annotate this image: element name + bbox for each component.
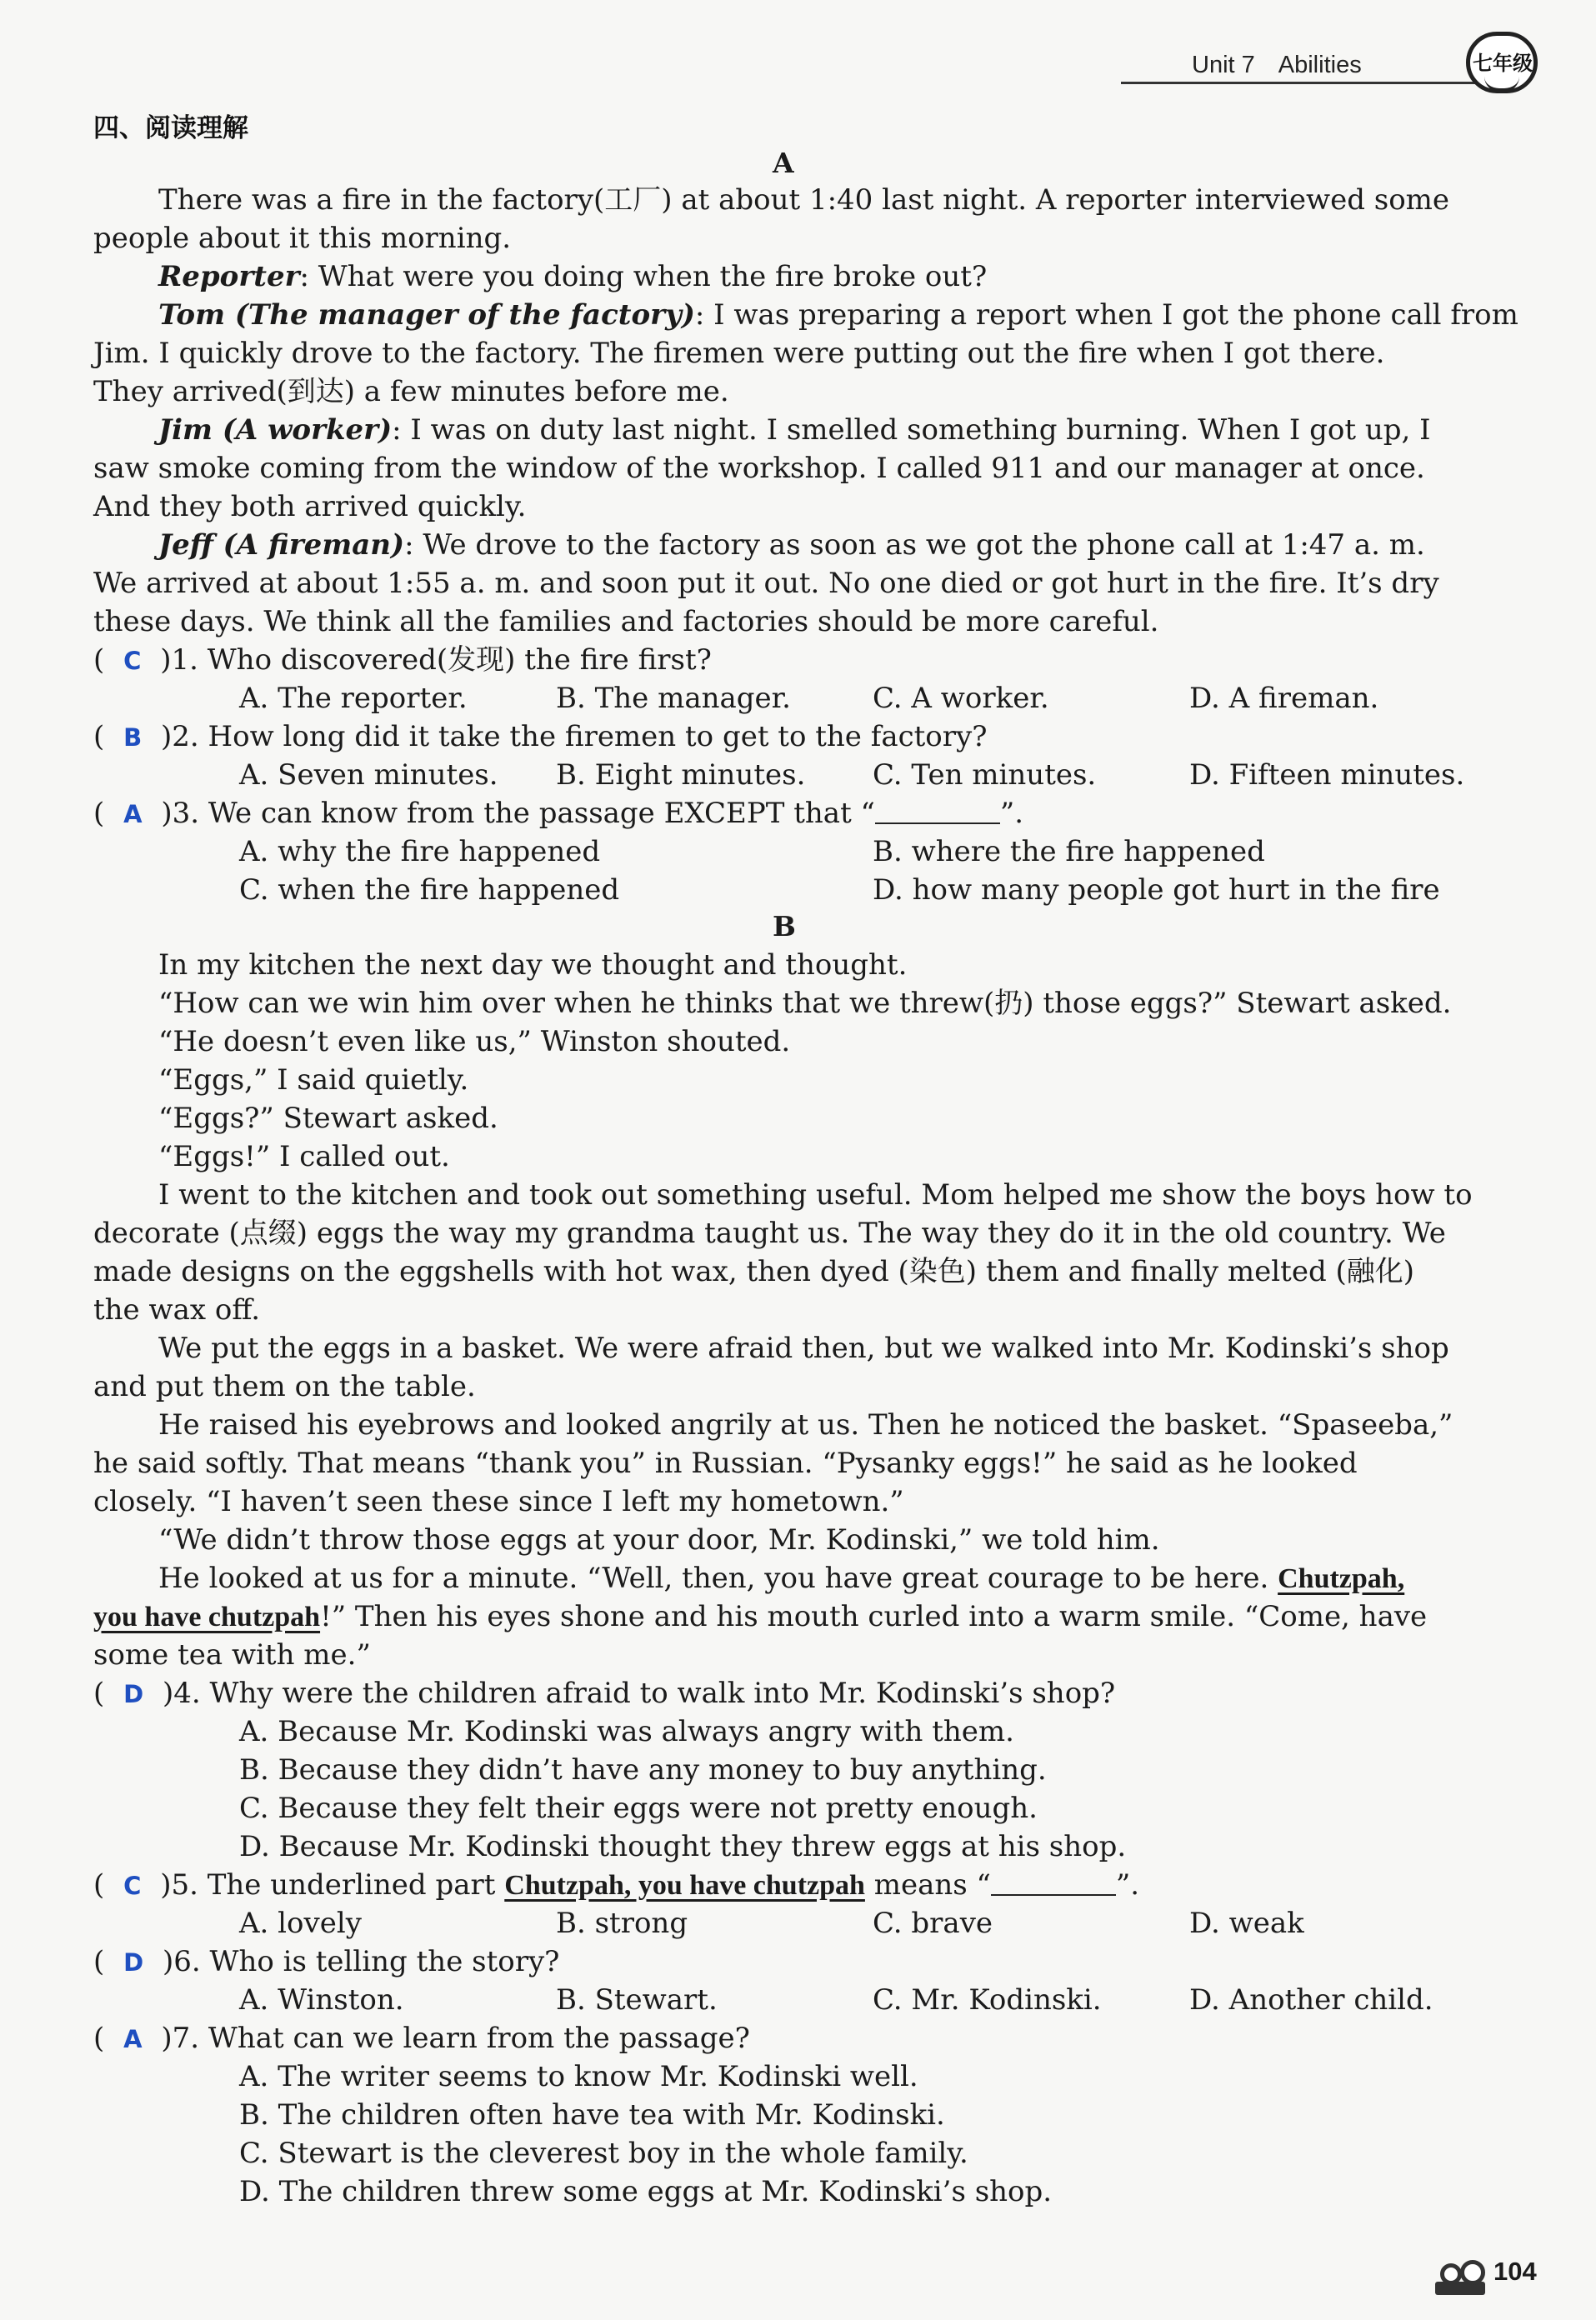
- option-c: C. Stewart is the cleverest boy in the whole family.: [239, 2137, 968, 2170]
- paragraph-line: He raised his eyebrows and looked angrily at us. Then he noticed the basket. “Spaseeba,”: [158, 1408, 1453, 1442]
- speaker-text: : I was on duty last night. I smelled something burning. When I got up, I: [392, 413, 1431, 447]
- icon-lens-left: [1440, 2263, 1462, 2285]
- paragraph-line: In my kitchen the next day we thought and thought.: [158, 948, 908, 982]
- question-stem-end: ”.: [999, 797, 1024, 830]
- option-a: A. lovely: [239, 1907, 362, 1940]
- question-number: )3.: [161, 797, 200, 830]
- answer-3: A: [123, 800, 143, 828]
- paragraph-line: decorate (点缀) eggs the way my grandma taught us. The way they do it in the old country. We: [93, 1217, 1446, 1250]
- question-stem: Why were the children afraid to walk into Mr. Kodinski’s shop?: [209, 1677, 1116, 1710]
- option-a: A. Winston.: [239, 1983, 404, 2017]
- paragraph-line: There was a fire in the factory(工厂) at about 1:40 last night. A reporter interviewed some: [158, 183, 1450, 217]
- option-d: D. A fireman.: [1189, 682, 1379, 715]
- underlined-phrase: Chutzpah,: [1278, 1563, 1405, 1594]
- icon-lens-right: [1460, 2260, 1485, 2285]
- question-3: ( A )3. We can know from the passage EXCEPT that “ ”.: [93, 797, 1024, 830]
- page-number: 104: [1493, 2257, 1537, 2286]
- paragraph-line: “Eggs!” I called out.: [158, 1140, 450, 1173]
- paragraph-line: We arrived at about 1:55 a. m. and soon put it out. No one died or got hurt in the fire. It’s dry: [93, 567, 1439, 600]
- question-7: ( A )7. What can we learn from the passage?: [93, 2022, 750, 2055]
- tom-line: [93, 298, 1518, 332]
- speaker-text: : I was preparing a report when I got the phone call from: [694, 298, 1518, 332]
- section-title: 四、阅读理解: [93, 113, 248, 143]
- part-a-title: A: [773, 147, 794, 179]
- question-stem: How long did it take the firemen to get to the factory?: [208, 720, 988, 753]
- question-stem: The underlined part: [207, 1868, 505, 1902]
- question-number: )4.: [162, 1677, 201, 1710]
- paragraph-line: made designs on the eggshells with hot wax, then dyed (染色) them and finally melted (融化): [93, 1255, 1415, 1288]
- option-d: D. Fifteen minutes.: [1189, 758, 1465, 792]
- question-5: ( C )5. The underlined part Chutzpah, you have chutzpah means “ ”.: [93, 1868, 1140, 1902]
- paragraph-line: “Eggs,” I said quietly.: [158, 1063, 469, 1097]
- jim-line: [93, 413, 1431, 447]
- option-b: B. strong: [556, 1907, 688, 1940]
- question-4: ( D )4. Why were the children afraid to walk into Mr. Kodinski’s shop?: [93, 1677, 1116, 1710]
- answer-2: B: [123, 723, 143, 752]
- question-2: ( B )2. How long did it take the firemen to get to the factory?: [93, 720, 988, 753]
- binoculars-icon: [1435, 2260, 1487, 2297]
- option-c: C. when the fire happened: [239, 873, 620, 907]
- option-b: B. Eight minutes.: [556, 758, 806, 792]
- answer-6: D: [123, 1948, 144, 1977]
- grade-label: 七年级: [1473, 52, 1533, 75]
- option-c: C. Mr. Kodinski.: [873, 1983, 1102, 2017]
- speaker-jeff: Jeff (A fireman): [158, 528, 405, 562]
- paragraph-line: [93, 1600, 1427, 1634]
- question-number: )5.: [160, 1868, 198, 1902]
- paragraph-line: these days. We think all the families and factories should be more careful.: [93, 605, 1159, 638]
- question-number: )6.: [162, 1945, 201, 1978]
- paragraph-line: Jim. I quickly drove to the factory. The firemen were putting out the fire when I got there.: [93, 337, 1385, 370]
- speaker-text: : We drove to the factory as soon as we got the phone call at 1:47 a. m.: [404, 528, 1425, 562]
- question-stem: We can know from the passage EXCEPT that “: [208, 797, 875, 830]
- option-d: D. how many people got hurt in the fire: [873, 873, 1440, 907]
- speaker-tom: Tom (The manager of the factory): [158, 298, 695, 332]
- option-b: B. The manager.: [556, 682, 791, 715]
- page-header: [0, 0, 1596, 108]
- jeff-line: [93, 528, 1425, 562]
- paragraph-line: people about it this morning.: [93, 222, 512, 255]
- option-a: A. Because Mr. Kodinski was always angry with them.: [239, 1715, 1014, 1748]
- option-b: B. Because they didn’t have any money to buy anything.: [239, 1753, 1047, 1787]
- option-d: D. Another child.: [1189, 1983, 1433, 2017]
- paragraph-line: “Eggs?” Stewart asked.: [158, 1102, 498, 1135]
- paragraph-line: We put the eggs in a basket. We were afraid then, but we walked into Mr. Kodinski’s shop: [158, 1332, 1449, 1365]
- answer-blank: [991, 1869, 1116, 1896]
- part-b-title: B: [773, 910, 796, 942]
- speaker-jim: Jim (A worker): [158, 413, 393, 447]
- option-c: C. A worker.: [873, 682, 1049, 715]
- paragraph-line: “We didn’t throw those eggs at your door, Mr. Kodinski,” we told him.: [158, 1523, 1160, 1557]
- option-c: C. brave: [873, 1907, 993, 1940]
- paragraph-line: [93, 1562, 1404, 1596]
- paragraph-line: and put them on the table.: [93, 1370, 476, 1403]
- reporter-line: [93, 260, 987, 293]
- question-stem: What can we learn from the passage?: [208, 2022, 750, 2055]
- paragraph-line: “How can we win him over when he thinks that we threw(扔) those eggs?” Stewart asked.: [158, 987, 1452, 1020]
- paragraph-line: the wax off.: [93, 1293, 261, 1327]
- paragraph-line: “He doesn’t even like us,” Winston shouted.: [158, 1025, 791, 1058]
- underlined-phrase: you have chutzpah: [93, 1602, 321, 1632]
- question-1: ( C )1. Who discovered(发现) the fire first?: [93, 643, 712, 677]
- option-a: A. The reporter.: [239, 682, 468, 715]
- option-d: D. weak: [1189, 1907, 1304, 1940]
- answer-4: D: [123, 1680, 144, 1708]
- option-a: A. Seven minutes.: [239, 758, 498, 792]
- text-span: He looked at us for a minute. “Well, then, you have great courage to be here.: [158, 1562, 1278, 1595]
- option-b: B. The children often have tea with Mr. Kodinski.: [239, 2098, 945, 2132]
- paragraph-line: some tea with me.”: [93, 1638, 371, 1672]
- unit-label: Unit 7: [1192, 52, 1255, 78]
- answer-1: C: [123, 647, 142, 675]
- question-number: )7.: [161, 2022, 200, 2055]
- option-a: A. The writer seems to know Mr. Kodinski well.: [239, 2060, 918, 2093]
- question-6: ( D )6. Who is telling the story?: [93, 1945, 560, 1978]
- option-d: D. Because Mr. Kodinski thought they threw eggs at his shop.: [239, 1830, 1127, 1863]
- option-a: A. why the fire happened: [239, 835, 601, 868]
- speaker-reporter: Reporter: [158, 260, 300, 293]
- unit-title: Abilities: [1278, 52, 1362, 78]
- underlined-phrase: Chutzpah, you have chutzpah: [504, 1870, 865, 1901]
- question-number: )1.: [160, 643, 198, 677]
- text-span: !” Then his eyes shone and his mouth curled into a warm smile. “Come, have: [320, 1600, 1428, 1633]
- question-stem: means “: [864, 1868, 991, 1902]
- option-b: B. Stewart.: [556, 1983, 718, 2017]
- question-stem: Who is telling the story?: [209, 1945, 560, 1978]
- paragraph-line: he said softly. That means “thank you” in Russian. “Pysanky eggs!” he said as he looked: [93, 1447, 1358, 1480]
- answer-5: C: [123, 1872, 142, 1900]
- option-d: D. The children threw some eggs at Mr. Kodinski’s shop.: [239, 2175, 1053, 2208]
- answer-7: A: [123, 2025, 143, 2053]
- question-stem-end: ”.: [1115, 1868, 1140, 1902]
- speaker-text: : What were you doing when the fire broke out?: [299, 260, 988, 293]
- paragraph-line: And they both arrived quickly.: [93, 490, 527, 523]
- paragraph-line: closely. “I haven’t seen these since I left my hometown.”: [93, 1485, 904, 1518]
- header-rule: [1121, 82, 1483, 84]
- option-b: B. where the fire happened: [873, 835, 1265, 868]
- question-number: )2.: [161, 720, 199, 753]
- question-stem: Who discovered(发现) the fire first?: [207, 643, 712, 677]
- paragraph-line: I went to the kitchen and took out something useful. Mom helped me show the boys how to: [158, 1178, 1473, 1212]
- paragraph-line: They arrived(到达) a few minutes before me.: [93, 375, 729, 408]
- answer-blank: [875, 798, 1000, 824]
- option-c: C. Because they felt their eggs were not pretty enough.: [239, 1792, 1038, 1825]
- paragraph-line: saw smoke coming from the window of the workshop. I called 911 and our manager at once.: [93, 452, 1425, 485]
- option-c: C. Ten minutes.: [873, 758, 1097, 792]
- grade-badge-icon: [1463, 32, 1543, 93]
- header-unit-title: [1192, 52, 1362, 79]
